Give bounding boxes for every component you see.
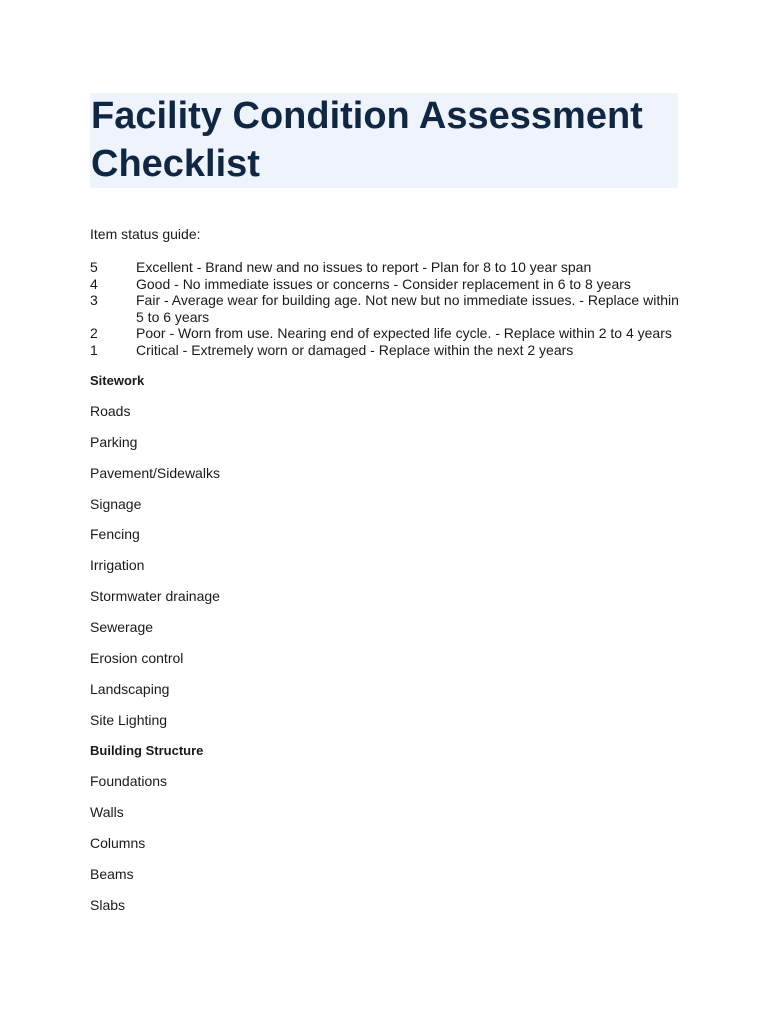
checklist-item: Walls [90,804,124,820]
checklist-item: Stormwater drainage [90,588,220,604]
checklist-item: Fencing [90,526,140,542]
status-description: Critical - Extremely worn or damaged - Replace within the next 2 years [136,341,574,358]
section-heading-building-structure: Building Structure [90,743,204,758]
status-rating: 3 [90,292,98,308]
checklist-item: Slabs [90,897,126,913]
status-guide-row [90,292,690,325]
status-description: Poor - Worn from use. Nearing end of expected life cycle. - Replace within 2 to 4 years [136,325,672,341]
checklist-item: Roads [90,403,131,419]
status-rating: 1 [90,341,98,358]
checklist-item: Columns [90,835,146,851]
status-rating: 2 [90,325,98,341]
status-guide-row [90,276,690,293]
checklist-item: Site Lighting [90,712,168,728]
status-guide-row [90,259,690,276]
status-description: Fair - Average wear for building age. Not new but no immediate issues. - Replace within 5 to 6 years [136,292,679,325]
page-title: Facility Condition Assessment Checklist [91,95,643,185]
title-banner [90,93,678,188]
checklist-item: Erosion control [90,650,184,666]
status-guide-row [90,325,690,342]
status-description: Excellent - Brand new and no issues to report - Plan for 8 to 10 year span [136,259,592,275]
checklist-item: Parking [90,434,138,450]
status-rating: 4 [90,275,98,292]
checklist-item: Landscaping [90,681,170,697]
section-heading-sitework: Sitework [90,373,145,388]
status-rating: 5 [90,259,98,275]
checklist-item: Foundations [90,773,168,789]
checklist-item: Signage [90,496,142,512]
status-guide-label: Item status guide: [90,226,201,242]
checklist-item: Pavement/Sidewalks [90,465,220,481]
status-description: Good - No immediate issues or concerns - Consider replacement in 6 to 8 years [136,275,631,292]
checklist-item: Irrigation [90,557,145,573]
status-guide-list [90,259,690,358]
status-guide-row [90,342,690,359]
checklist-item: Beams [90,866,134,882]
checklist-item: Sewerage [90,619,154,635]
